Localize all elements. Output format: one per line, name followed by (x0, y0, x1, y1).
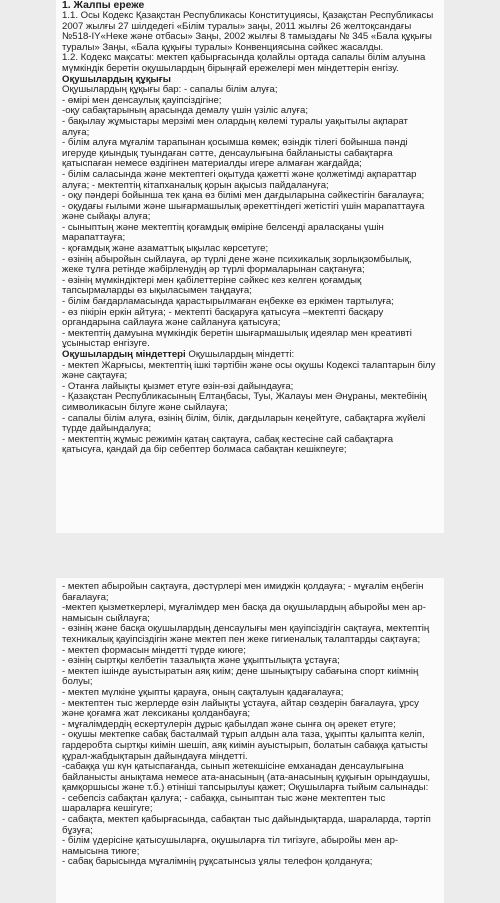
text-line: - оқу пәндері бойынша тек қана өз білімі мен дағдыларына сәйкестігін бағалауға; (62, 190, 425, 202)
text-line: 1.1. Осы Кодекс Қазақстан Республикасы Конституциясы, Қазақстан Республикасы (62, 10, 434, 21)
text-line: №518-IY«Неке және отбасы» Заңы, 2002 жылғы 8 тамыздағы № 345 «Бала құқығы (62, 31, 432, 43)
text-line: қатысуға, қандай да бір себептер болмаса сабақтан кешікпеуге; (62, 444, 347, 456)
text-line: ұсыныстар енгізуге. (62, 338, 150, 350)
text-line: символикасын білуге және сыйлауға; (62, 401, 228, 413)
text-line: - мектеп мүлкіне ұқыпты қарауға, оның сақталуын қадағалауға; (62, 686, 344, 698)
text-line: - оқушы мектепке сабақ басталмай тұрып алдын ала таза, ұқыпты қалыпта келіп, (62, 729, 425, 741)
text-line: - өзінің абыройын сыйлауға, әр түрлі дене және психикалық зорлықзомбылық, (62, 253, 412, 265)
text-line: 2007 жылғы 27 шілдедегі «Білім туралы» заңы, 2011 жылғы 26 желтоқсандағы (62, 20, 412, 32)
text-line: -сабаққа үш күн қатыспағанда, сынып жетекшісіне емханадан денсаулығына (62, 761, 404, 773)
text-line: - өзінің сыртқы келбетін тазалықта және ұқыптылықта ұстауға; (62, 655, 340, 667)
text-line: - сыныптың және мектептің қоғамдық өміріне белсенді араласқаны үшін (62, 221, 384, 233)
text-line: - Қазақстан Республикасының Елтаңбасы, Туы, Жалауы мен Әнұраны, мектебінің (62, 391, 427, 403)
text-line: -оқу сабақтарының арасында демалу үшін үзіліс алуға; (62, 105, 308, 117)
text-line: құрал-жабдықтарын дайындауға міндетті. (62, 750, 248, 762)
text-line: Оқушылардың құқығы бар: - сапалы білім алуға; (62, 84, 278, 96)
text-line: техникалық қауіпсіздігін және мектеп пен жеке гигиеналық талаптарды сақтауға; (62, 633, 421, 645)
text-line: мүмкіндік беретін оқушылардың бірыңғай ережелері мен міндеттерін енгізу. (62, 62, 399, 74)
text-line: - мұғалімдердің ескертулерін дұрыс қабылдап және сынға оң әрекет етуге; (62, 718, 396, 730)
text-line: - өзінің мүмкіндіктері мен қабілеттеріне сәйкес кез келген қоғамдық (62, 274, 362, 286)
text-line: органдарына сайлауға және сайлануға қатысуға; (62, 317, 281, 329)
text-line: - мектептен тыс жерлерде өзін лайықты ұстауға, айтар сөздерін бағалауға, ұрсу (62, 697, 419, 709)
text-line: бұзуға; (62, 824, 93, 836)
text-line: жеке тұлға ретінде жәбірленудің әр түрлі формаларынан сақтануға; (62, 264, 365, 276)
text-line: - мектеп формасын міндетті түрде киюге; (62, 644, 246, 656)
text-line: және сақтауға; (62, 370, 128, 382)
text-line: намысын сыйлауға; (62, 612, 150, 624)
text-line: - білім бағдарламасында қарастырылмаған еңбекке өз еркімен тартылуға; (62, 296, 394, 308)
text-line: -мектеп қызметкерлері, мұғалімдер мен басқа да оқушылардың абыройы мен ар- (62, 602, 426, 614)
text-line: алуға; (62, 126, 90, 138)
section-heading: 1. Жалпы ереже (62, 0, 145, 11)
page-2-text (62, 582, 438, 868)
subsection-heading: Оқушылардың міндеттері Оқушылардың міндетті: (62, 349, 295, 360)
text-line: тапсырмаларды өз ықыласымен таңдауға; (62, 285, 252, 297)
text-line: туралы» Заңы, «Бала құқығы туралы» Конвенциясына сәйкес жасалды. (62, 41, 384, 53)
text-line: - өмірі мен денсаулық қауіпсіздігіне; (62, 94, 222, 106)
text-line: - өзінің және басқа оқушылардың денсаулығы мен қауіпсіздігін сақтауға, мектептің (62, 623, 430, 635)
text-line: - себепсіз сабақтан қалуға; - сабаққа, сыныптан тыс және мектептен тыс (62, 792, 386, 804)
text-line: - мектеп Жарғысы, мектептің ішкі тәртібін және осы оқушы Кодексі талаптарын білу (62, 359, 436, 371)
text-line: және сыйақы алуға; (62, 211, 151, 223)
page-1-text (62, 0, 438, 456)
text-line: намысына тиюге; (62, 845, 140, 857)
text-line: - Отанға лайықты қызмет етуге өзін-өзі дайындауға; (62, 380, 294, 392)
document-page-2 (56, 578, 444, 903)
text-line: - бақылау жұмыстары мерзімі мен олардың көлемі туралы уақытылы ақпарат (62, 115, 408, 127)
text-line: түрде дайындалуға; (62, 423, 152, 435)
text-line: игеруде қиындық туындаған сәтте, денсаулығына байланысты сабақтарға (62, 147, 393, 159)
text-line: - қоғамдық және азаматтық ықылас көрсетуге; (62, 243, 269, 255)
text-line: шараларға кешігуге; (62, 803, 153, 815)
text-line: - білім саласында және мектептегі оқытуда қажетті және қолжетімді ақпараттар (62, 168, 417, 180)
text-line: байланысты анықтама немесе ата-анасының (ата-анасының құқығын орындаушы, (62, 771, 431, 783)
subsection-heading: Оқушылардың құқығы (62, 73, 171, 85)
text-line: гардеробта сыртқы киімін шешіп, аяқ киімін ауыстырып, болатын сабаққа қатысты (62, 739, 428, 751)
text-line: - оқудағы ғылыми және шығармашылық әрекеттіндегі жетістігі үшін марапаттауға (62, 200, 425, 212)
text-line: марапаттауға; (62, 232, 126, 244)
text-line: - сабақта, мектеп қабырғасында, сабақтан тыс дайындықтарда, шараларда, тәртіп (62, 814, 431, 826)
text-line: - өз пікірін еркін айтуға; - мектепті басқаруға қатысуға –мектепті басқару (62, 306, 384, 318)
text-line: қамқоршысы және т.б.) өтініші тапсырылуы қажет; Оқушыларға тыйым салынады: (62, 782, 429, 794)
text-line: - мектеп абыройын сақтауға, дәстүрлері мен имиджін қолдауға; - мұғалім еңбегін (62, 581, 424, 592)
text-line: бағалауға; (62, 591, 109, 603)
text-line: - мектеп ішінде ауыстыратын аяқ киім; дене шынықтыру сабағына спорт киімнің (62, 665, 419, 677)
text-line: және қоғамға жат лексиканы қолданбауға; (62, 708, 251, 720)
text-line: - сабақ барысында мұғалімнің рұқсатынсыз ұялы телефон қолдануға; (62, 856, 373, 868)
text-line: - білім алуға мұғалім тарапынан қосымша көмек; өзіндік тілегі бойынша пәнді (62, 137, 408, 149)
text-line: - сапалы білім алуға, өзінің білім, білік, дағдыларын кеңейтуге, сабақтарға жүйелі (62, 412, 426, 424)
document-page-1 (56, 0, 444, 533)
text-line: - білім үдерісіне қатысушыларға, оқушыларға тіл тигізуге, абыройы мен ар- (62, 835, 399, 847)
text-line: қатыспаған немесе өздігінен материалды игере алмаған жағдайда; (62, 158, 362, 170)
text-line: алуға; - мектептің кітапханалық қорын ақысыз пайдалануға; (62, 179, 329, 191)
text-line: болуы; (62, 676, 93, 688)
text-line: 1.2. Кодекс мақсаты: мектеп қабырғасында қолайлы ортада сапалы білім алуына (62, 52, 426, 64)
text-line: - мектептің дамуына мүмкіндік беретін шығармашылық идеялар мен креативті (62, 327, 412, 339)
text-line: - мектептің жұмыс режимін қатаң сақтауға, сабақ кестесіне сай сабақтарға (62, 433, 394, 445)
